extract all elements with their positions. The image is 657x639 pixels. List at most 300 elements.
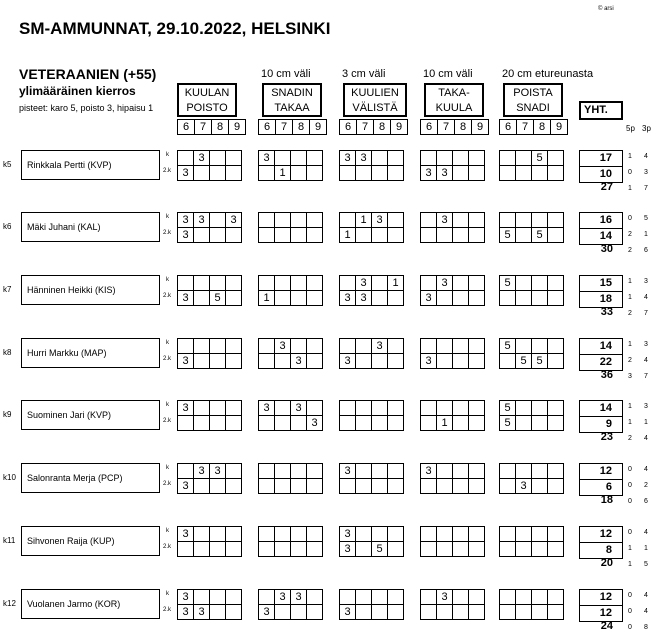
- score-cell: [259, 166, 275, 181]
- score-cell: 5: [500, 339, 516, 354]
- player-number: k7: [3, 285, 12, 294]
- score-grid: [499, 212, 564, 243]
- score-grid: [258, 150, 323, 181]
- score-cell: 3: [259, 605, 275, 620]
- score-cell: [453, 401, 469, 416]
- score-grid: [420, 589, 485, 620]
- score-cell: [388, 213, 404, 228]
- score-cell: [453, 166, 469, 181]
- score-cell: [453, 605, 469, 620]
- score-cell: [275, 213, 291, 228]
- score-cell: 3: [437, 276, 453, 291]
- column-number: 6: [499, 119, 517, 135]
- score-cell: [516, 416, 532, 431]
- score-cell: [500, 354, 516, 369]
- five-point-count: 0: [628, 624, 632, 631]
- score-cell: [516, 166, 532, 181]
- score-cell: [210, 213, 226, 228]
- score-cell: [388, 401, 404, 416]
- score-grid: [420, 400, 485, 431]
- score-cell: [453, 276, 469, 291]
- five-point-count: 3: [628, 373, 632, 380]
- player-number: k6: [3, 222, 12, 231]
- three-point-count: 4: [644, 435, 648, 442]
- score-grid: [177, 526, 242, 557]
- score-cell: 3: [421, 354, 437, 369]
- score-cell: [275, 401, 291, 416]
- five-point-count: 1: [628, 294, 632, 301]
- score-cell: [340, 213, 356, 228]
- column-number: 8: [533, 119, 551, 135]
- score-grid: [420, 463, 485, 494]
- grand-total: 33: [600, 306, 613, 318]
- score-cell: [340, 166, 356, 181]
- round-total: 8: [605, 544, 612, 556]
- column-number: 8: [211, 119, 229, 135]
- score-cell: [469, 416, 485, 431]
- three-point-count: 4: [644, 592, 648, 599]
- score-grid: [258, 275, 323, 306]
- round-label: ylimääräinen kierros: [19, 84, 136, 98]
- score-cell: [307, 213, 323, 228]
- score-cell: [372, 401, 388, 416]
- score-cell: 3: [194, 151, 210, 166]
- score-cell: [437, 464, 453, 479]
- score-cell: [226, 605, 242, 620]
- three-point-count: 8: [644, 624, 648, 631]
- player-number: k5: [3, 160, 12, 169]
- score-cell: [226, 339, 242, 354]
- three-point-count: 7: [644, 310, 648, 317]
- score-cell: 3: [178, 213, 194, 228]
- score-cell: [548, 464, 564, 479]
- score-cell: [372, 527, 388, 542]
- score-cell: 3: [178, 527, 194, 542]
- score-cell: [437, 605, 453, 620]
- station-title-line1: KUULAN: [184, 87, 230, 99]
- score-grid: [177, 463, 242, 494]
- score-cell: [307, 291, 323, 306]
- score-grid: [339, 275, 404, 306]
- score-cell: [291, 291, 307, 306]
- score-cell: [516, 228, 532, 243]
- score-cell: [548, 276, 564, 291]
- score-cell: [453, 213, 469, 228]
- round-total: 16: [580, 213, 622, 229]
- round-total: 12: [580, 527, 622, 543]
- grand-total: 24: [600, 620, 613, 632]
- five-point-count: 0: [628, 529, 632, 536]
- three-point-count: 7: [644, 373, 648, 380]
- score-cell: [532, 605, 548, 620]
- score-grid: [258, 526, 323, 557]
- row-label-k: k: [166, 402, 169, 408]
- column-number: 7: [275, 119, 293, 135]
- five-point-count: 0: [628, 215, 632, 222]
- score-cell: 3: [421, 291, 437, 306]
- score-cell: 3: [340, 605, 356, 620]
- score-cell: [291, 479, 307, 494]
- score-cell: [307, 464, 323, 479]
- score-cell: [453, 479, 469, 494]
- score-cell: [469, 527, 485, 542]
- score-cell: 3: [194, 464, 210, 479]
- round-total: 14: [599, 230, 612, 242]
- score-cell: [194, 339, 210, 354]
- column-number: 6: [177, 119, 195, 135]
- score-cell: [548, 213, 564, 228]
- score-grid: [177, 275, 242, 306]
- score-cell: [356, 590, 372, 605]
- three-point-count: 3: [644, 403, 648, 410]
- round-total: 10: [599, 168, 612, 180]
- score-cell: [388, 339, 404, 354]
- score-cell: [178, 339, 194, 354]
- score-cell: 3: [340, 527, 356, 542]
- score-cell: 3: [291, 354, 307, 369]
- score-cell: [194, 291, 210, 306]
- station-title: [424, 83, 484, 117]
- score-cell: [291, 166, 307, 181]
- score-cell: [275, 527, 291, 542]
- score-cell: 3: [356, 291, 372, 306]
- score-cell: [500, 542, 516, 557]
- station-title-line2: TAKAA: [274, 102, 310, 114]
- score-cell: [469, 542, 485, 557]
- three-point-count-header: 3p: [642, 124, 651, 133]
- station-distance: 10 cm väli: [423, 68, 473, 80]
- score-cell: [388, 464, 404, 479]
- score-cell: 3: [340, 291, 356, 306]
- score-grid: [499, 589, 564, 620]
- station-distance: 3 cm väli: [342, 68, 386, 80]
- score-cell: 5: [516, 354, 532, 369]
- score-cell: [259, 542, 275, 557]
- score-cell: [388, 479, 404, 494]
- score-cell: [453, 354, 469, 369]
- score-cell: [469, 151, 485, 166]
- five-point-count: 1: [628, 153, 632, 160]
- row-label-k: k: [166, 465, 169, 471]
- score-cell: 5: [532, 228, 548, 243]
- score-grid: [499, 150, 564, 181]
- three-point-count: 3: [644, 278, 648, 285]
- score-cell: [356, 166, 372, 181]
- score-cell: [500, 590, 516, 605]
- score-cell: [388, 527, 404, 542]
- row-totals: [579, 589, 623, 622]
- station-title: [503, 83, 563, 117]
- category-heading: VETERAANIEN (+55): [19, 66, 157, 82]
- score-cell: [453, 527, 469, 542]
- score-cell: [437, 527, 453, 542]
- score-cell: [532, 416, 548, 431]
- five-point-count: 0: [628, 498, 632, 505]
- score-cell: [340, 339, 356, 354]
- score-cell: [532, 291, 548, 306]
- five-point-count: 1: [628, 561, 632, 568]
- grand-total: 27: [600, 181, 613, 193]
- score-grid: [420, 212, 485, 243]
- score-cell: [516, 542, 532, 557]
- score-cell: [437, 151, 453, 166]
- score-cell: [388, 354, 404, 369]
- score-cell: [372, 590, 388, 605]
- score-cell: [210, 416, 226, 431]
- column-number: 6: [420, 119, 438, 135]
- score-cell: 1: [275, 166, 291, 181]
- copyright-mark: © arsi: [598, 6, 614, 12]
- score-cell: 5: [500, 276, 516, 291]
- round-total: 12: [580, 590, 622, 606]
- score-cell: 5: [372, 542, 388, 557]
- row-totals: [579, 338, 623, 371]
- score-cell: [516, 291, 532, 306]
- score-cell: 3: [178, 479, 194, 494]
- column-number: 9: [309, 119, 327, 135]
- round-total: 12: [580, 464, 622, 480]
- score-cell: [291, 527, 307, 542]
- score-cell: [453, 542, 469, 557]
- score-cell: [259, 416, 275, 431]
- three-point-count: 3: [644, 341, 648, 348]
- score-cell: 3: [178, 590, 194, 605]
- three-point-count: 1: [644, 545, 648, 552]
- score-grid: [499, 338, 564, 369]
- score-cell: [437, 291, 453, 306]
- five-point-count: 2: [628, 247, 632, 254]
- five-point-count: 2: [628, 310, 632, 317]
- score-grid: [177, 400, 242, 431]
- score-cell: [194, 542, 210, 557]
- score-cell: [275, 354, 291, 369]
- score-cell: [548, 354, 564, 369]
- score-cell: [356, 464, 372, 479]
- three-point-count: 6: [644, 498, 648, 505]
- score-cell: [421, 416, 437, 431]
- grand-total: 23: [600, 431, 613, 443]
- player-name: Vuolanen Jarmo (KOR): [21, 589, 160, 619]
- score-cell: [259, 339, 275, 354]
- column-number: 8: [373, 119, 391, 135]
- column-number: 9: [390, 119, 408, 135]
- five-point-count: 2: [628, 435, 632, 442]
- score-cell: 3: [437, 166, 453, 181]
- score-cell: [372, 605, 388, 620]
- column-number: 7: [356, 119, 374, 135]
- five-point-count: 1: [628, 403, 632, 410]
- player-name: Hurri Markku (MAP): [21, 338, 160, 368]
- score-cell: [548, 291, 564, 306]
- score-cell: [356, 542, 372, 557]
- score-cell: [388, 590, 404, 605]
- score-cell: [469, 354, 485, 369]
- score-cell: [178, 464, 194, 479]
- score-cell: [388, 291, 404, 306]
- score-cell: [516, 213, 532, 228]
- score-cell: [469, 479, 485, 494]
- five-point-count: 1: [628, 278, 632, 285]
- three-point-count: 4: [644, 357, 648, 364]
- player-number: k10: [3, 473, 16, 482]
- score-cell: [388, 166, 404, 181]
- score-cell: 3: [178, 605, 194, 620]
- score-grid: [420, 338, 485, 369]
- station-title: [177, 83, 237, 117]
- score-cell: [291, 339, 307, 354]
- score-cell: 1: [437, 416, 453, 431]
- five-point-count: 2: [628, 357, 632, 364]
- score-cell: [307, 354, 323, 369]
- score-cell: 3: [194, 605, 210, 620]
- station-title-line2: VÄLISTÄ: [352, 102, 398, 114]
- score-cell: [275, 464, 291, 479]
- score-cell: 3: [259, 151, 275, 166]
- score-cell: [210, 527, 226, 542]
- score-grid: [258, 212, 323, 243]
- station-title-line1: TAKA-: [438, 87, 470, 99]
- three-point-count: 5: [644, 561, 648, 568]
- score-cell: [210, 228, 226, 243]
- player-number: k8: [3, 348, 12, 357]
- row-label-k: k: [166, 340, 169, 346]
- column-number: 8: [292, 119, 310, 135]
- score-cell: [437, 542, 453, 557]
- score-cell: [356, 339, 372, 354]
- score-cell: [307, 228, 323, 243]
- score-grid: [420, 150, 485, 181]
- grand-total: 20: [600, 557, 613, 569]
- score-grid: [177, 150, 242, 181]
- score-cell: [469, 590, 485, 605]
- score-cell: [356, 527, 372, 542]
- score-cell: [210, 590, 226, 605]
- score-cell: [259, 479, 275, 494]
- three-point-count: 1: [644, 231, 648, 238]
- score-cell: 1: [259, 291, 275, 306]
- row-label-2k: 2.k: [163, 356, 172, 362]
- score-cell: [307, 276, 323, 291]
- score-cell: [421, 527, 437, 542]
- player-name: Salonranta Merja (PCP): [21, 463, 160, 493]
- row-label-2k: 2.k: [163, 230, 172, 236]
- score-cell: 3: [178, 401, 194, 416]
- score-cell: [307, 151, 323, 166]
- row-totals: [579, 150, 623, 183]
- score-cell: [291, 416, 307, 431]
- three-point-count: 6: [644, 247, 648, 254]
- score-cell: [210, 276, 226, 291]
- total-header: YHT.: [579, 101, 623, 120]
- score-cell: [388, 228, 404, 243]
- score-cell: [532, 213, 548, 228]
- score-cell: [516, 590, 532, 605]
- score-cell: [340, 401, 356, 416]
- station-title-line2: KUULA: [435, 102, 473, 114]
- score-grid: [177, 338, 242, 369]
- score-cell: 1: [356, 213, 372, 228]
- score-cell: [516, 151, 532, 166]
- score-cell: [226, 542, 242, 557]
- score-cell: [356, 228, 372, 243]
- station-title-line1: POISTA: [513, 87, 553, 99]
- station-column-numbers: [499, 119, 568, 135]
- score-cell: 3: [226, 213, 242, 228]
- score-cell: [307, 166, 323, 181]
- score-cell: [388, 542, 404, 557]
- five-point-count: 0: [628, 608, 632, 615]
- row-label-2k: 2.k: [163, 293, 172, 299]
- score-cell: [548, 339, 564, 354]
- score-cell: [259, 464, 275, 479]
- score-cell: [453, 291, 469, 306]
- score-grid: [258, 589, 323, 620]
- station-column-numbers: [420, 119, 489, 135]
- score-cell: [516, 339, 532, 354]
- score-cell: 3: [421, 166, 437, 181]
- score-cell: [421, 228, 437, 243]
- score-cell: [210, 151, 226, 166]
- score-cell: [421, 605, 437, 620]
- score-grid: [339, 526, 404, 557]
- three-point-count: 7: [644, 185, 648, 192]
- row-label-2k: 2.k: [163, 607, 172, 613]
- page-title: SM-AMMUNNAT, 29.10.2022, HELSINKI: [19, 19, 331, 38]
- score-cell: [340, 276, 356, 291]
- score-cell: [469, 291, 485, 306]
- score-cell: 3: [356, 276, 372, 291]
- score-grid: [339, 463, 404, 494]
- score-cell: [548, 605, 564, 620]
- score-cell: [226, 416, 242, 431]
- score-cell: 3: [356, 151, 372, 166]
- three-point-count: 4: [644, 466, 648, 473]
- score-cell: 3: [372, 339, 388, 354]
- column-number: 9: [228, 119, 246, 135]
- score-cell: [421, 542, 437, 557]
- score-cell: [532, 527, 548, 542]
- score-cell: [275, 605, 291, 620]
- score-cell: [307, 479, 323, 494]
- score-cell: 1: [340, 228, 356, 243]
- station-title-line2: SNADI: [516, 102, 550, 114]
- score-cell: [259, 354, 275, 369]
- score-cell: [340, 416, 356, 431]
- score-cell: 3: [291, 590, 307, 605]
- score-cell: [469, 605, 485, 620]
- score-cell: [178, 542, 194, 557]
- score-cell: [372, 354, 388, 369]
- score-cell: [210, 401, 226, 416]
- score-cell: [437, 339, 453, 354]
- score-grid: [339, 400, 404, 431]
- row-label-2k: 2.k: [163, 544, 172, 550]
- score-cell: [372, 276, 388, 291]
- score-cell: [516, 605, 532, 620]
- score-cell: [421, 479, 437, 494]
- score-cell: 3: [178, 228, 194, 243]
- score-cell: [340, 590, 356, 605]
- station-title-line2: POISTO: [186, 102, 228, 114]
- score-cell: [532, 479, 548, 494]
- score-grid: [339, 338, 404, 369]
- station-distance: 20 cm etureunasta: [502, 68, 594, 80]
- score-cell: [194, 590, 210, 605]
- score-cell: 3: [307, 416, 323, 431]
- three-point-count: 4: [644, 294, 648, 301]
- five-point-count: 0: [628, 169, 632, 176]
- score-cell: [226, 479, 242, 494]
